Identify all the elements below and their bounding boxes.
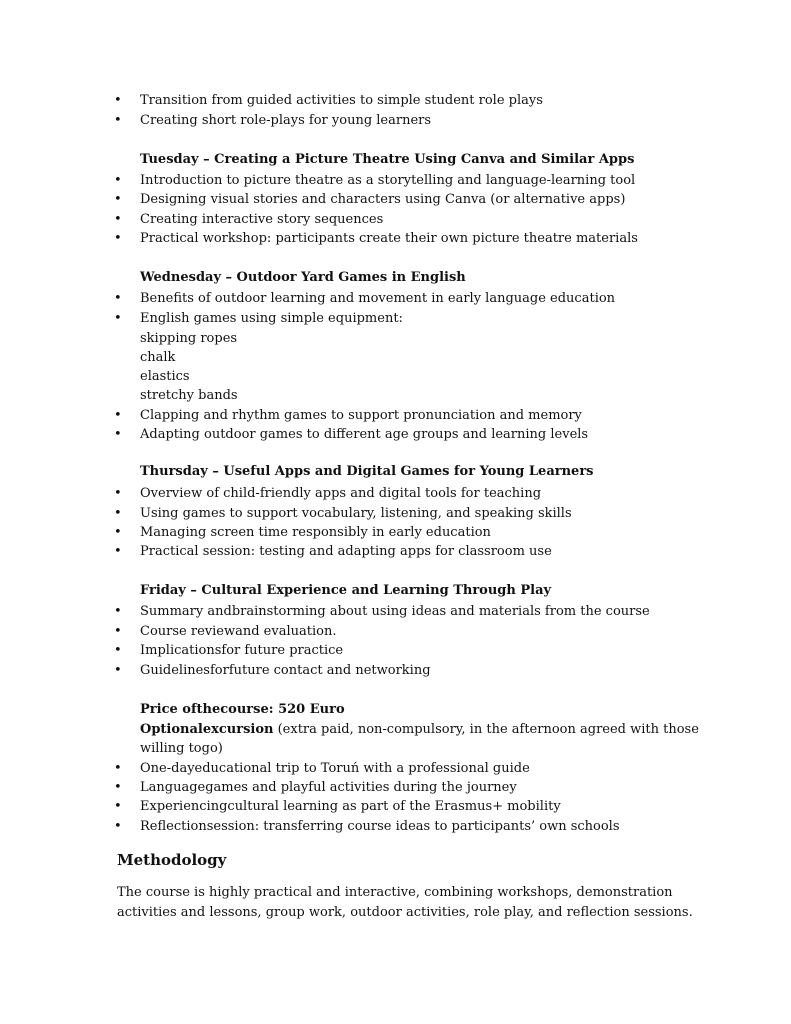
list-item: Summary andbrainstorming about using ideas and materials from the course bbox=[140, 604, 650, 619]
bullet-icon: • bbox=[114, 408, 122, 423]
equipment-item: chalk bbox=[140, 350, 176, 365]
bullet-icon: • bbox=[114, 427, 122, 442]
list-item: Experiencingcultural learning as part of the Erasmus+ mobility bbox=[140, 799, 561, 814]
bullet-icon: • bbox=[114, 212, 122, 227]
bullet-icon: • bbox=[114, 173, 122, 188]
list-item: Implicationsfor future practice bbox=[140, 643, 344, 658]
excursion-text-continued: willing togo) bbox=[140, 741, 223, 756]
bullet-icon: • bbox=[114, 780, 122, 795]
list-item: Managing screen time responsibly in early education bbox=[140, 525, 491, 540]
bullet-icon: • bbox=[114, 663, 122, 678]
list-item: Practical session: testing and adapting apps for classroom use bbox=[140, 544, 552, 559]
bullet-icon: • bbox=[114, 311, 122, 326]
list-item: One-dayeducational trip to Toruń with a professional guide bbox=[140, 761, 530, 776]
bullet-icon: • bbox=[114, 113, 122, 128]
course-price: Price ofthecourse: 520 Euro bbox=[140, 702, 345, 717]
list-item: English games using simple equipment: bbox=[140, 311, 403, 326]
friday-heading: Friday – Cultural Experience and Learning Through Play bbox=[140, 583, 552, 598]
list-item: Languagegames and playful activities during the journey bbox=[140, 780, 517, 795]
equipment-item: skipping ropes bbox=[140, 331, 238, 346]
tuesday-heading: Tuesday – Creating a Picture Theatre Using Canva and Similar Apps bbox=[140, 152, 635, 167]
list-item: Designing visual stories and characters using Canva (or alternative apps) bbox=[140, 192, 626, 207]
methodology-paragraph-line: The course is highly practical and interactive, combining workshops, demonstration bbox=[117, 885, 673, 900]
equipment-item: stretchy bands bbox=[140, 388, 238, 403]
list-item: Guidelinesforfuture contact and networking bbox=[140, 663, 431, 678]
wednesday-heading: Wednesday – Outdoor Yard Games in English bbox=[140, 270, 466, 285]
bullet-icon: • bbox=[114, 544, 122, 559]
excursion-label: Optionalexcursion bbox=[140, 722, 274, 737]
bullet-icon: • bbox=[114, 231, 122, 246]
list-item: Reflectionsession: transferring course ideas to participants’ own schools bbox=[140, 819, 620, 834]
list-item: Benefits of outdoor learning and movement in early language education bbox=[140, 291, 616, 306]
bullet-icon: • bbox=[114, 799, 122, 814]
thursday-heading: Thursday – Useful Apps and Digital Games for Young Learners bbox=[140, 464, 594, 479]
excursion-intro bbox=[140, 721, 699, 739]
equipment-item: elastics bbox=[140, 369, 190, 384]
bullet-icon: • bbox=[114, 604, 122, 619]
list-item: Adapting outdoor games to different age groups and learning levels bbox=[140, 427, 589, 442]
bullet-icon: • bbox=[114, 486, 122, 501]
bullet-icon: • bbox=[114, 525, 122, 540]
list-item: Clapping and rhythm games to support pronunciation and memory bbox=[140, 408, 582, 423]
bullet-icon: • bbox=[114, 291, 122, 306]
bullet-icon: • bbox=[114, 643, 122, 658]
bullet-icon: • bbox=[114, 624, 122, 639]
bullet-icon: • bbox=[114, 192, 122, 207]
list-item: Course reviewand evaluation. bbox=[140, 624, 337, 639]
methodology-heading: Methodology bbox=[117, 851, 227, 869]
list-item: Transition from guided activities to simple student role plays bbox=[140, 93, 543, 108]
list-item: Overview of child-friendly apps and digital tools for teaching bbox=[140, 486, 542, 501]
list-item: Introduction to picture theatre as a storytelling and language-learning tool bbox=[140, 173, 636, 188]
bullet-icon: • bbox=[114, 761, 122, 776]
bullet-icon: • bbox=[114, 93, 122, 108]
list-item: Creating short role-plays for young learners bbox=[140, 113, 432, 128]
bullet-icon: • bbox=[114, 506, 122, 521]
list-item: Practical workshop: participants create their own picture theatre materials bbox=[140, 231, 638, 246]
excursion-text: (extra paid, non-compulsory, in the afternoon agreed with those bbox=[273, 722, 699, 737]
methodology-paragraph-line: activities and lessons, group work, outdoor activities, role play, and reflection sessions. bbox=[117, 905, 693, 920]
bullet-icon: • bbox=[114, 819, 122, 834]
list-item: Using games to support vocabulary, listening, and speaking skills bbox=[140, 506, 572, 521]
list-item: Creating interactive story sequences bbox=[140, 212, 384, 227]
